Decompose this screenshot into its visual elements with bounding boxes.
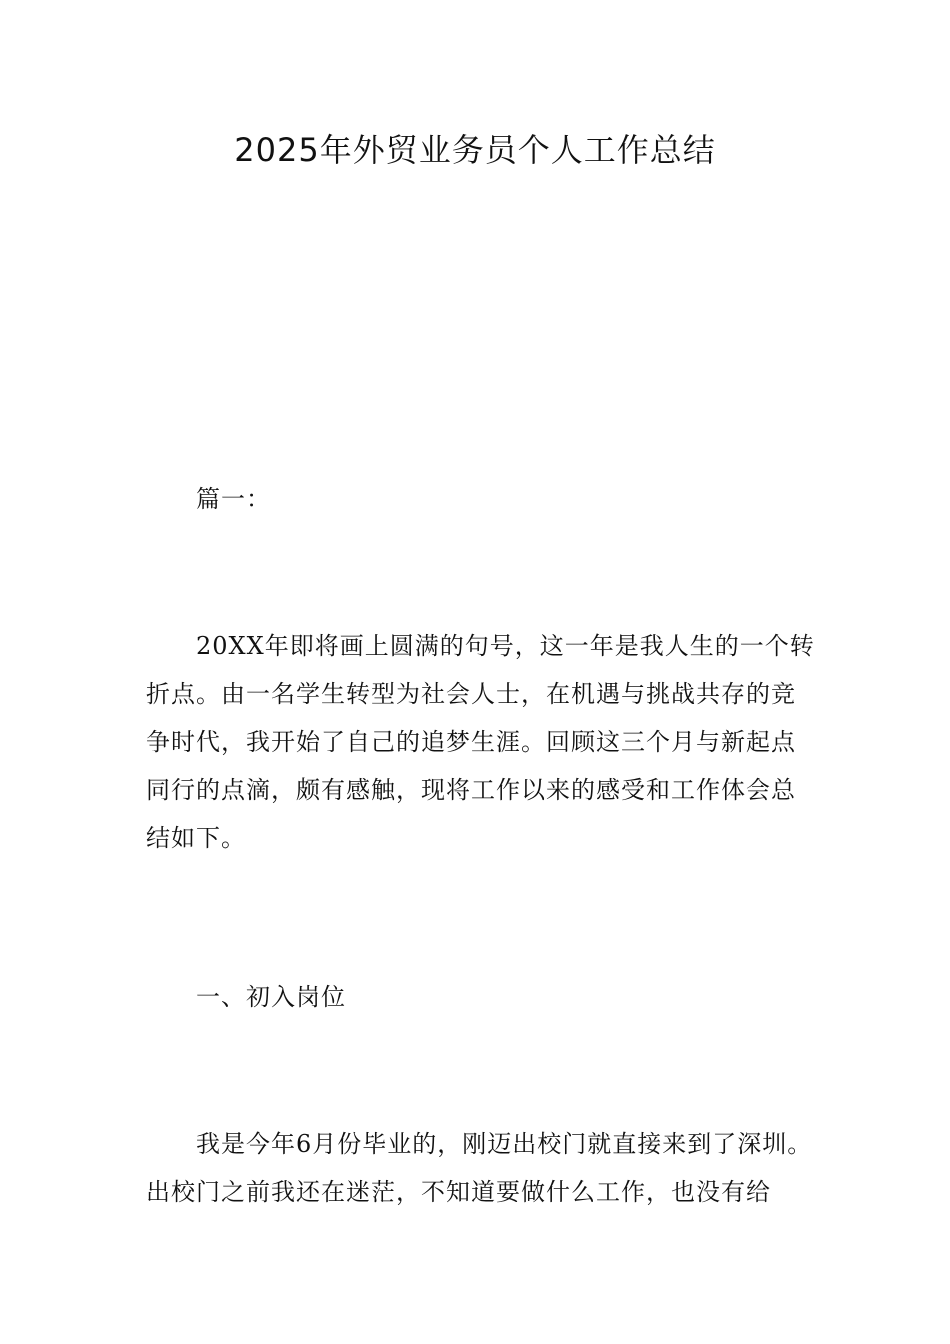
document-title: 2025年外贸业务员个人工作总结 bbox=[234, 131, 716, 169]
intro-paragraph-block bbox=[146, 622, 816, 862]
paragraph-1-block bbox=[146, 1120, 816, 1216]
intro-paragraph: 20XX年即将画上圆满的句号，这一年是我人生的一个转折点。由一名学生转型为社会人士，在机遇与挑战共存的竞争时代，我开始了自己的追梦生涯。回顾这三个月与新起点同行的点滴，颇有感触，现将工作以来的感受和工作体会总结如下。 bbox=[146, 632, 815, 852]
subheading-initial-position: 一、初入岗位 bbox=[196, 983, 346, 1011]
section-label: 篇一： bbox=[196, 485, 271, 513]
paragraph-1: 我是今年6月份毕业的，刚迈出校门就直接来到了深圳。出校门之前我还在迷茫，不知道要做什么工作，也没有给 bbox=[146, 1130, 813, 1206]
